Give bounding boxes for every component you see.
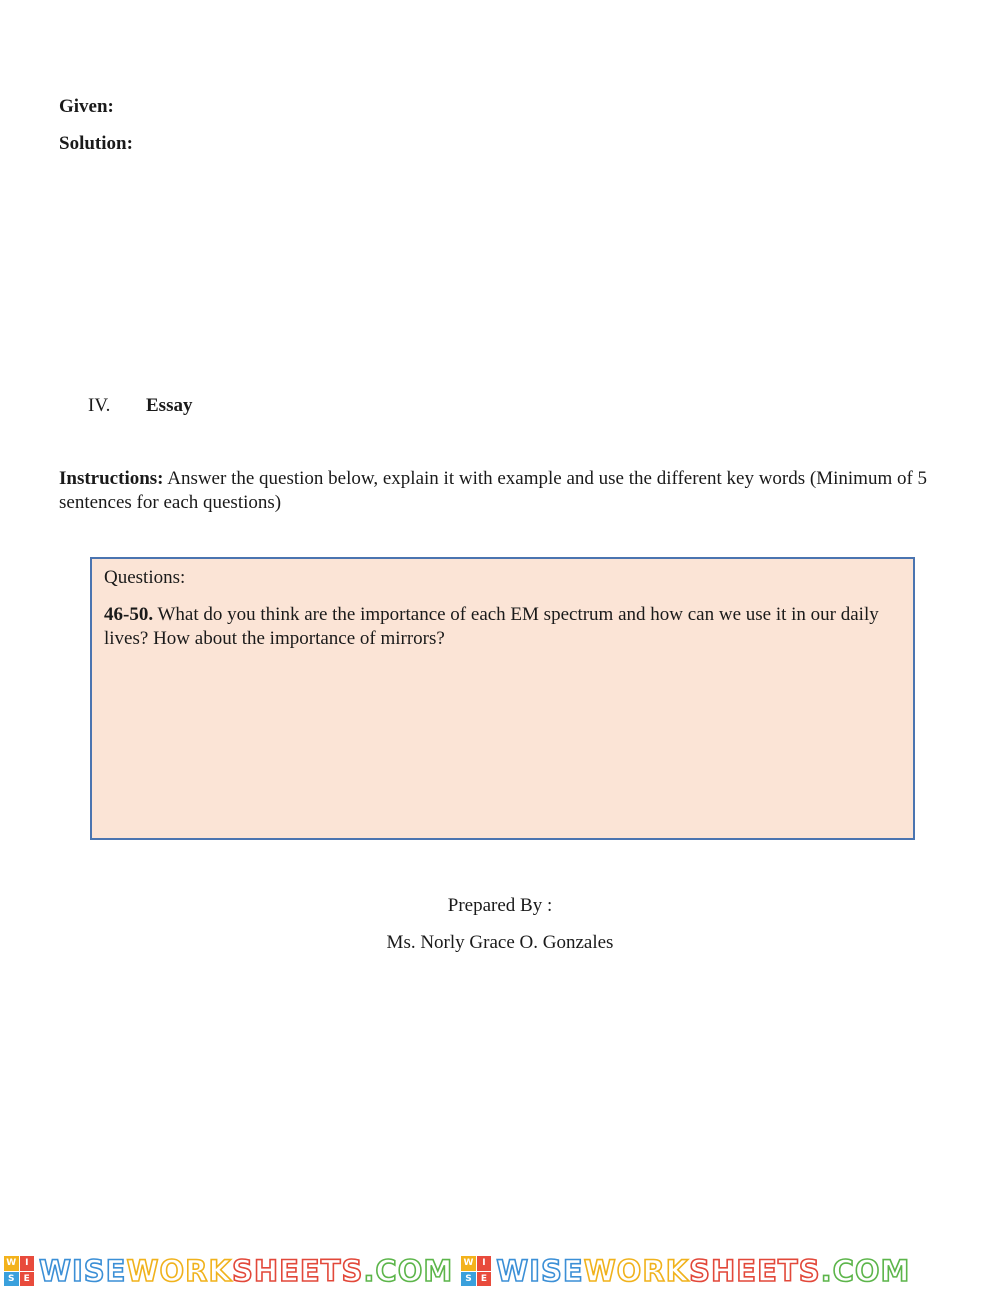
watermark-text-part: .COM — [363, 1254, 454, 1288]
author-name: Ms. Norly Grace O. Gonzales — [386, 932, 614, 953]
instructions-label: Instructions: — [59, 468, 164, 489]
watermark-unit — [461, 1254, 910, 1288]
watermark-text-part: WORK — [583, 1254, 690, 1288]
watermark-logo-letter: I — [477, 1256, 492, 1271]
instructions-paragraph — [59, 467, 939, 515]
section-heading — [88, 395, 192, 417]
section-numeral: IV. — [88, 395, 111, 416]
watermark-logo-letter: W — [4, 1256, 19, 1271]
question-box — [90, 557, 915, 840]
watermark-logo-letter: E — [20, 1272, 35, 1287]
question-number: 46-50. — [104, 604, 154, 625]
watermark-text — [39, 1254, 453, 1288]
watermark-logo-icon — [4, 1256, 34, 1286]
question-body: What do you think are the importance of each EM spectrum and how can we use it in our daily lives? How about the importance of mirrors? — [104, 604, 879, 649]
watermark-text-part: SHEETS — [689, 1254, 821, 1288]
questions-heading: Questions: — [104, 567, 186, 588]
watermark-unit — [4, 1254, 453, 1288]
watermark-logo-icon — [461, 1256, 491, 1286]
given-label: Given: — [59, 96, 114, 117]
watermark-logo-letter: W — [461, 1256, 476, 1271]
section-title: Essay — [146, 395, 193, 416]
prepared-by-label: Prepared By : — [447, 895, 553, 916]
watermark-text-part: SHEETS — [231, 1254, 364, 1288]
instructions-text: Answer the question below, explain it with example and use the different key words (Minimum of 5 sentences for each questions) — [59, 468, 928, 513]
watermark-logo-letter: S — [461, 1272, 476, 1287]
watermark-logo-letter: E — [477, 1272, 492, 1287]
watermark-logo-letter: I — [20, 1256, 35, 1271]
watermark-logo-letter: S — [4, 1272, 19, 1287]
watermark-text-part: .COM — [820, 1254, 911, 1288]
watermark-text-part: WISE — [39, 1254, 127, 1288]
solution-label: Solution: — [59, 133, 133, 154]
watermark-banner — [0, 1253, 1000, 1289]
watermark-text — [496, 1254, 910, 1288]
question-item — [104, 603, 901, 651]
watermark-text-part: WISE — [496, 1254, 584, 1288]
watermark-text-part: WORK — [126, 1254, 232, 1288]
